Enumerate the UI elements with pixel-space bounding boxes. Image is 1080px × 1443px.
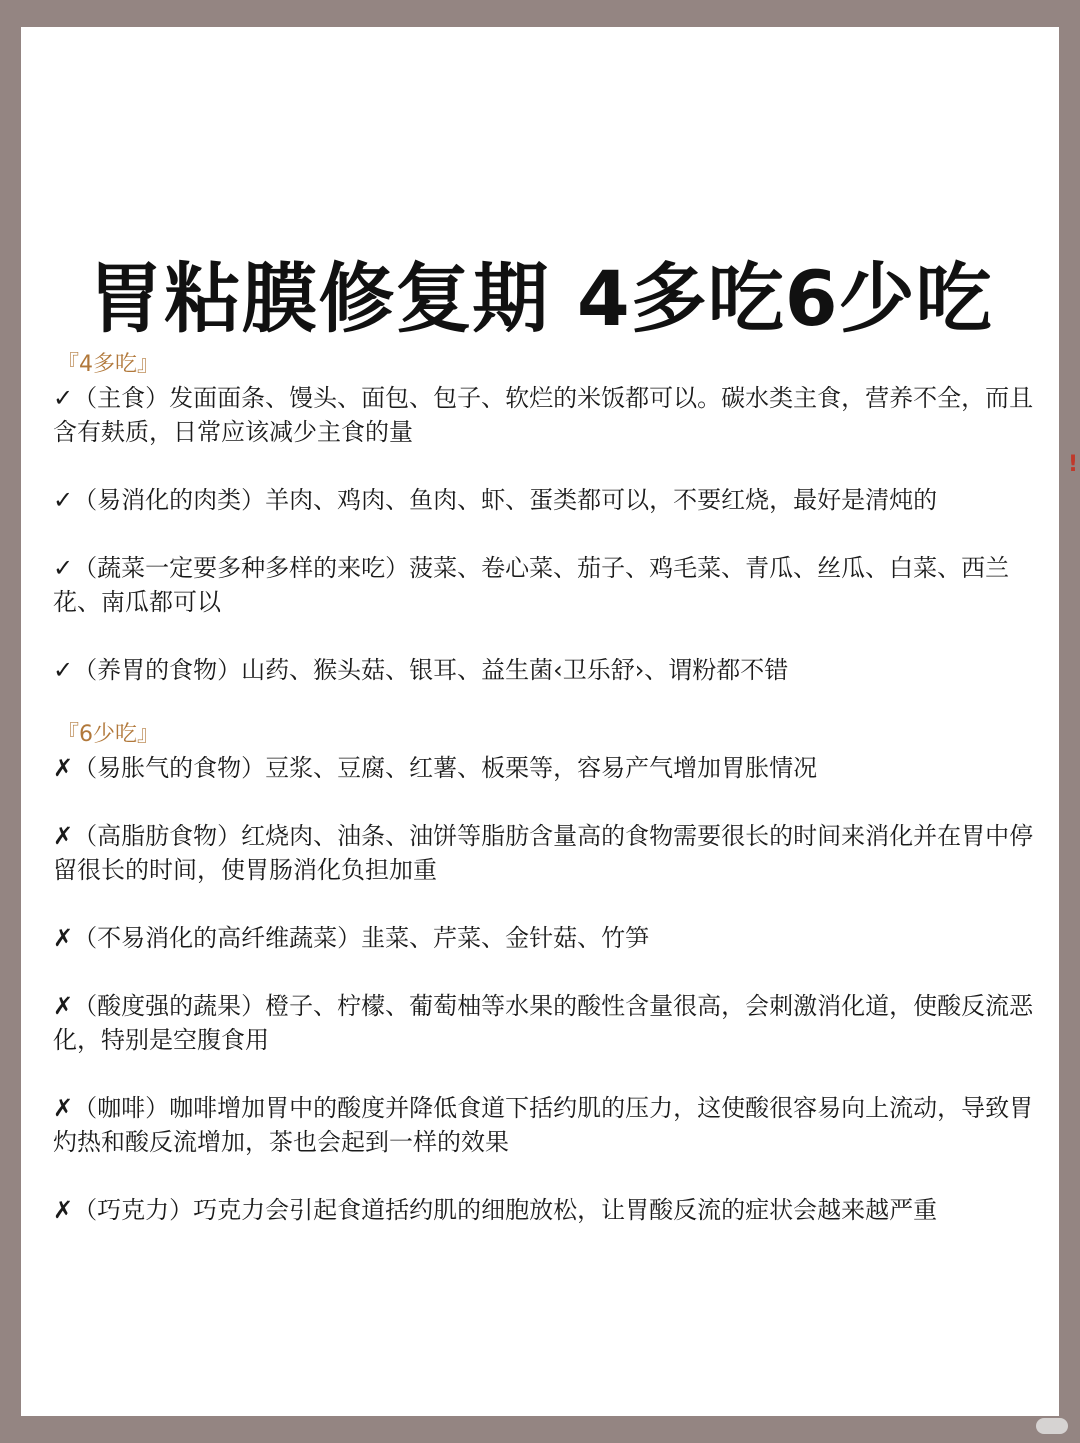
list-item <box>53 751 1038 785</box>
cross-icon: ✗ <box>53 822 74 850</box>
cross-icon: ✗ <box>53 754 74 782</box>
item-text: （巧克力）巧克力会引起食道括约肌的细胞放松，让胃酸反流的症状会越来越严重 <box>73 1196 938 1224</box>
item-text: （养胃的食物）山药、猴头菇、银耳、益生菌‹卫乐舒›、谓粉都不错 <box>73 656 789 684</box>
list-item <box>53 483 1038 517</box>
list-item <box>53 1193 1038 1227</box>
content-card <box>21 27 1059 1416</box>
article-body <box>53 349 1038 1227</box>
list-item <box>53 1091 1038 1159</box>
item-text: （易消化的肉类）羊肉、鸡肉、鱼肉、虾、蛋类都可以，不要红烧，最好是清炖的 <box>73 486 938 514</box>
list-item <box>53 653 1038 687</box>
item-text: （高脂肪食物）红烧肉、油条、油饼等脂肪含量高的食物需要很长的时间来消化并在胃中停留很长的时间，使胃肠消化负担加重 <box>53 822 1034 884</box>
item-text: （咖啡）咖啡增加胃中的酸度并降低食道下括约肌的压力，这使酸很容易向上流动，导致胃灼热和酸反流增加，茶也会起到一样的效果 <box>53 1094 1034 1156</box>
item-text: （易胀气的食物）豆浆、豆腐、红薯、板栗等，容易产气增加胃胀情况 <box>73 754 818 782</box>
cross-icon: ✗ <box>53 1094 74 1122</box>
list-item <box>53 381 1038 449</box>
page-title: 胃粘膜修复期 4多吃6少吃 <box>87 254 993 343</box>
check-icon: ✓ <box>53 384 74 412</box>
check-icon: ✓ <box>53 554 74 582</box>
watermark-badge <box>1036 1418 1068 1434</box>
check-icon: ✓ <box>53 486 74 514</box>
cross-icon: ✗ <box>53 924 74 952</box>
list-item <box>53 819 1038 887</box>
item-text: （不易消化的高纤维蔬菜）韭菜、芹菜、金针菇、竹笋 <box>73 924 650 952</box>
list-item <box>53 921 1038 955</box>
list-item <box>53 551 1038 619</box>
cross-icon: ✗ <box>53 1196 74 1224</box>
exclamation-icon: ! <box>1068 452 1079 477</box>
item-text: （主食）发面面条、馒头、面包、包子、软烂的米饭都可以。碳水类主食，营养不全，而且含有麸质，日常应该减少主食的量 <box>53 384 1034 446</box>
check-icon: ✓ <box>53 656 74 684</box>
section-heading-eat-more: 『4多吃』 <box>57 352 159 377</box>
section-heading-eat-less: 『6少吃』 <box>57 722 159 747</box>
cross-icon: ✗ <box>53 992 74 1020</box>
item-text: （酸度强的蔬果）橙子、柠檬、葡萄柚等水果的酸性含量很高，会刺激消化道，使酸反流恶化，特别是空腹食用 <box>53 992 1034 1054</box>
item-text: （蔬菜一定要多种多样的来吃）菠菜、卷心菜、茄子、鸡毛菜、青瓜、丝瓜、白菜、西兰花、南瓜都可以 <box>53 554 1010 616</box>
list-item <box>53 989 1038 1057</box>
